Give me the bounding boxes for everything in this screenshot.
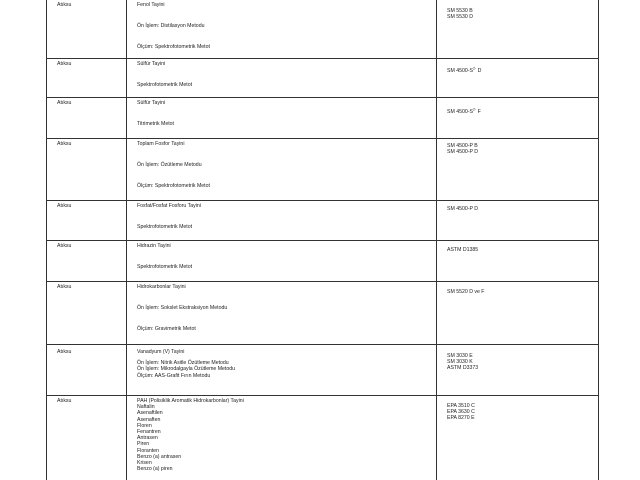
- matrix-cell: Atıksu: [47, 0, 127, 59]
- matrix-cell: Atıksu: [47, 396, 127, 480]
- parameter-cell: Vanadyum (V) Tayini Ön İşlem: Nitrik Asitle Özütleme Metodu Ön İşlem: Mikrodalgayla Özütleme Metodu Ölçüm: AAS-Grafit Fırın Metodu: [127, 345, 437, 396]
- table-row: [47, 0, 599, 59]
- method-cell: SM 5520 D ve F: [437, 282, 599, 345]
- method-cell: SM $4500-S^{2-}$ F: [437, 98, 599, 139]
- matrix-cell: Atıksu: [47, 345, 127, 396]
- table-row: [47, 345, 599, 396]
- accreditation-table: [46, 0, 599, 480]
- method-cell: SM 3030 E SM 3030 K ASTM D3373: [437, 345, 599, 396]
- parameter-cell: Toplam Fosfor Tayini Ön İşlem: Özütleme Metodu Ölçüm: Spektrofotometrik Metot: [127, 139, 437, 201]
- parameter-cell: Fosfat/Fosfat Fosforu Tayini Spektrofotometrik Metot: [127, 201, 437, 241]
- matrix-cell: Atıksu: [47, 241, 127, 282]
- table-row: [47, 241, 599, 282]
- method-cell: SM 5530 B SM 5530 D: [437, 0, 599, 59]
- matrix-cell: Atıksu: [47, 59, 127, 98]
- matrix-cell: Atıksu: [47, 139, 127, 201]
- method-cell: SM 4500-P D: [437, 201, 599, 241]
- parameter-cell: Sülfür Tayini Titrimetrik Metot: [127, 98, 437, 139]
- method-cell: SM 4500-P B SM 4500-P D: [437, 139, 599, 201]
- method-cell: ASTM D1385: [437, 241, 599, 282]
- table-row: [47, 396, 599, 480]
- table-row: [47, 282, 599, 345]
- matrix-cell: Atıksu: [47, 98, 127, 139]
- method-cell: EPA 3510 C EPA 3630 C EPA 8270 E: [437, 396, 599, 480]
- table-row: [47, 59, 599, 98]
- parameter-cell: Sülfür Tayini Spektrofotometrik Metot: [127, 59, 437, 98]
- parameter-cell: Hidrazin Tayini Spektrofotometrik Metot: [127, 241, 437, 282]
- parameter-cell: PAH (Polisiklik Aromatik Hidrokarbonlar) Tayini Naftalin Asenaftilen Asenaften Floren Fenantren Antrasen Piren Floranten Benzo (a) antrasen Krisen Benzo (a) piren: [127, 396, 437, 480]
- table-row: [47, 98, 599, 139]
- parameter-cell: Fenol Tayini Ön İşlem: Distilasyon Metodu Ölçüm: Spektrofotometrik Metot: [127, 0, 437, 59]
- table-row: [47, 201, 599, 241]
- method-cell: SM $4500-S^{2-}$ D: [437, 59, 599, 98]
- table-row: [47, 139, 599, 201]
- matrix-cell: Atıksu: [47, 282, 127, 345]
- matrix-cell: Atıksu: [47, 201, 127, 241]
- parameter-cell: Hidrokarbonlar Tayini Ön İşlem: Sokslet Ekstraksiyon Metodu Ölçüm: Gravimetrik Metot: [127, 282, 437, 345]
